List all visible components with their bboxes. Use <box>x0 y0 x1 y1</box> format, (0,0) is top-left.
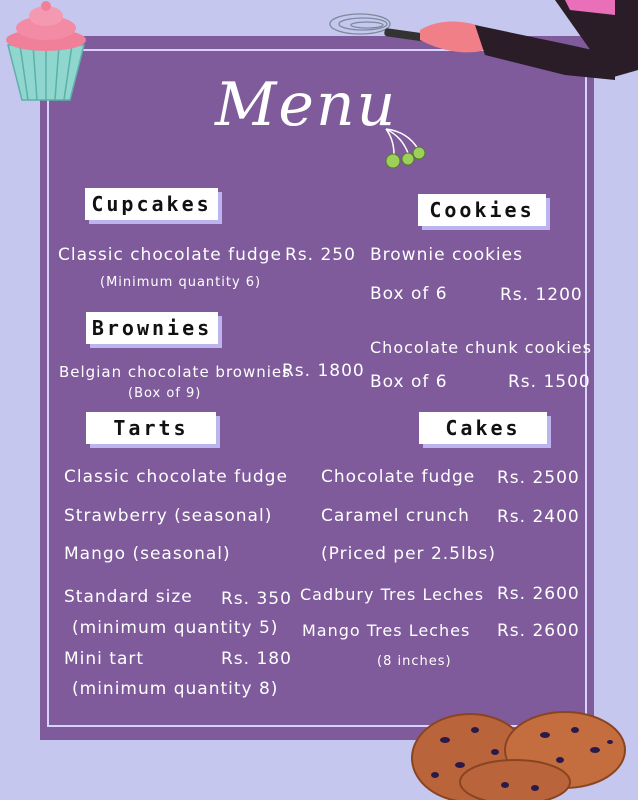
tarts-flavor-3: Mango (seasonal) <box>64 544 231 564</box>
tarts-flavor-2: Strawberry (seasonal) <box>64 506 273 526</box>
cakes-item3-price: Rs. 2600 <box>497 584 580 604</box>
cakes-item3-name: Cadbury Tres Leches <box>300 585 485 604</box>
cakes-size-note: (8 inches) <box>377 654 452 669</box>
tarts-mini-price: Rs. 180 <box>221 649 292 669</box>
brownies-heading: Brownies <box>91 316 213 340</box>
cupcake-icon <box>0 0 95 110</box>
cakes-item2-name: Caramel crunch <box>321 506 470 526</box>
brownies-item-name: Belgian chocolate brownies <box>59 363 291 381</box>
cookies-item2-price: Rs. 1500 <box>508 372 591 392</box>
cakes-item4-name: Mango Tres Leches <box>302 621 471 640</box>
cookies-item2-name: Chocolate chunk cookies <box>370 338 592 357</box>
brownies-item-note: (Box of 9) <box>128 386 202 401</box>
cookies-item1-size: Box of 6 <box>370 284 448 304</box>
cakes-item2-price: Rs. 2400 <box>497 507 580 527</box>
cakes-price-note: (Priced per 2.5lbs) <box>321 544 496 564</box>
cookies-item1-name: Brownie cookies <box>370 245 523 265</box>
tarts-heading-box <box>86 412 216 444</box>
cupcakes-item-name: Classic chocolate fudge <box>58 245 282 265</box>
tarts-heading: Tarts <box>113 416 189 440</box>
brownies-item-price: Rs. 1800 <box>282 361 365 381</box>
cakes-heading: Cakes <box>445 416 521 440</box>
tarts-standard-label: Standard size <box>64 587 193 607</box>
tarts-standard-price: Rs. 350 <box>221 589 292 609</box>
cupcakes-heading-box <box>85 188 218 220</box>
menu-title: Menu <box>215 70 398 140</box>
cookies-item2-size: Box of 6 <box>370 372 448 392</box>
cookies-icon <box>405 690 638 800</box>
tarts-flavor-1: Classic chocolate fudge <box>64 467 288 487</box>
cookies-heading-box <box>418 194 546 226</box>
tarts-mini-note: (minimum quantity 8) <box>72 679 279 699</box>
cupcakes-heading: Cupcakes <box>91 192 212 216</box>
cookies-item1-price: Rs. 1200 <box>500 285 583 305</box>
cakes-item4-price: Rs. 2600 <box>497 621 580 641</box>
cakes-item1-price: Rs. 2500 <box>497 468 580 488</box>
cakes-heading-box <box>419 412 547 444</box>
cupcakes-item-note: (Minimum quantity 6) <box>100 275 262 290</box>
tarts-standard-note: (minimum quantity 5) <box>72 618 279 638</box>
cookies-heading: Cookies <box>429 198 535 222</box>
cupcakes-item-price: Rs. 250 <box>285 245 356 265</box>
cakes-item1-name: Chocolate fudge <box>321 467 476 487</box>
measuring-spoons-icon <box>376 125 428 177</box>
tarts-mini-label: Mini tart <box>64 649 145 669</box>
brownies-heading-box <box>86 312 218 344</box>
